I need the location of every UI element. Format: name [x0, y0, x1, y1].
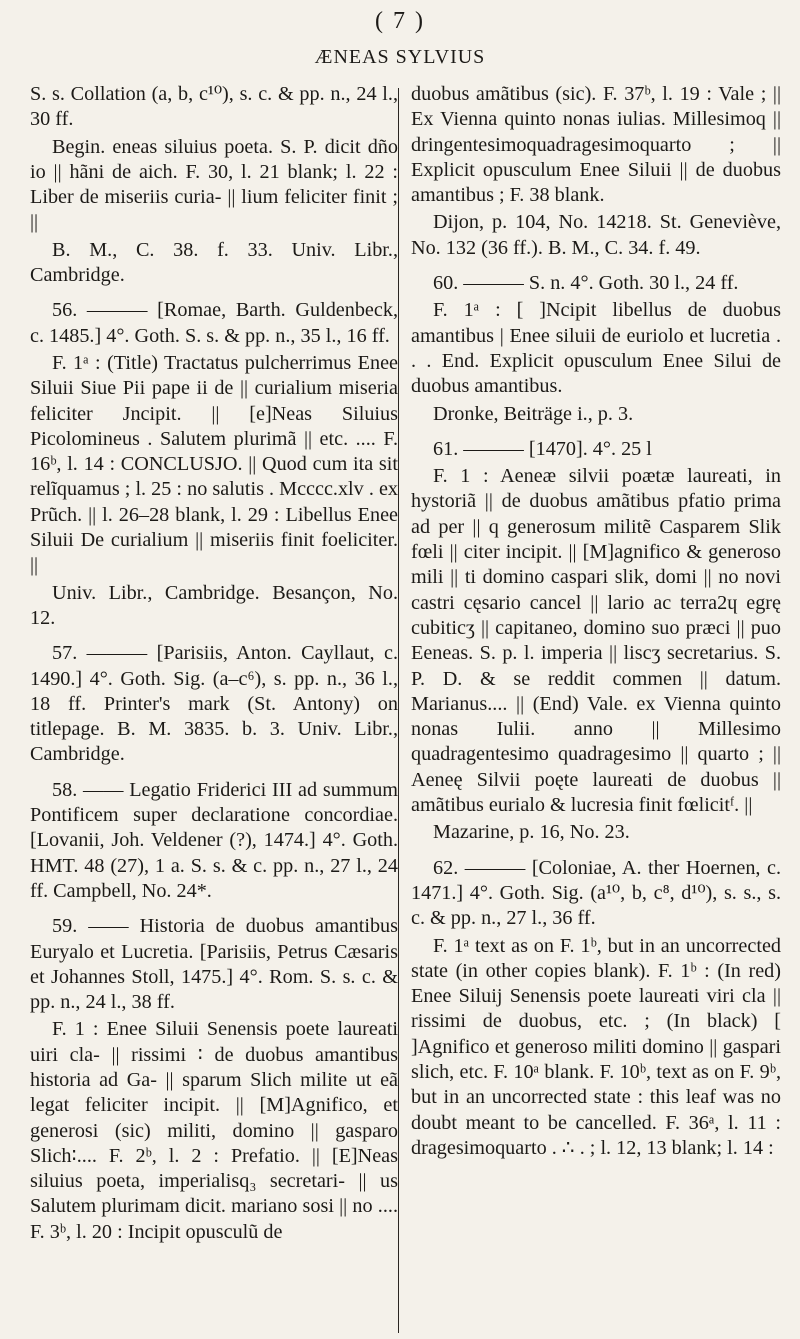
entry-61: 61. ——— [1470]. 4°. 25 l	[433, 437, 652, 460]
paragraph-collation: S. s. Collation (a, b, c¹⁰), s. c. & pp. n., 24 l., 30 ff.	[30, 83, 398, 131]
entry-60-description: F. 1ᵃ : [ ]Ncipit libellus de duobus amantibus | Enee siluii de euriolo et lucretia . . . End. Explicit opusculum Enee Silui de duobus amantibus.	[411, 299, 781, 398]
entry-58: 58. —— Legatio Friderici III ad summum Pontificem super declaratione concordiae. [Lovanii, Joh. Veldener (?), 1474.] 4°. Goth. HMT. 48 (27), 1 a. S. s. & c. pp. n., 27 l., 24 ff. Campbell, No. 24*.	[30, 778, 398, 902]
entry-56-description: F. 1ᵃ : (Title) Tractatus pulcherrimus Enee Siluii Siue Pii pape ii de || curialium miseria feliciter Jncipit. || [e]Neas Siluius Picolomineus . Salutem plurimã || etc. .... F. 16ᵇ, l. 14 : CONCLUSJO. || Quod cum ita sit relĩquamus ; l. 25 : no salutis . Mcccc.xlv . ex Prũch. || l. 26–28 blank, l. 29 : Libellus Enee Siluii De curialium || miseriis finit foeliciter. ||	[30, 351, 398, 577]
page-number: ( 7 )	[375, 8, 425, 34]
entry-59-continued: duobus amãtibus (sic). F. 37ᵇ, l. 19 : Vale ; || Ex Vienna quinto nonas iulias. Millesimoq || dringentesimoquadragesimoquarto ; || Explicit opusculum Enee Siluii || de duobus amantibus ; F. 38 blank.	[411, 83, 781, 207]
entry-60: 60. ——— S. n. 4°. Goth. 30 l., 24 ff.	[433, 272, 739, 295]
entry-56-location: Univ. Libr., Cambridge. Besançon, No. 12.	[30, 581, 398, 629]
column-divider	[398, 88, 399, 1333]
entry-62: 62. ——— [Coloniae, A. ther Hoernen, c. 1471.] 4°. Goth. Sig. (a¹⁰, b, c⁸, d¹⁰), s. s., s. c. & pp. n., 27 l., 36 ff.	[411, 856, 781, 930]
entry-56: 56. ——— [Romae, Barth. Guldenbeck, c. 1485.] 4°. Goth. S. s. & pp. n., 35 l., 16 ff.	[30, 299, 398, 347]
right-column	[411, 82, 781, 1163]
paragraph-location: B. M., C. 38. f. 33. Univ. Libr., Cambridge.	[30, 238, 398, 287]
entry-59-description: F. 1 : Enee Siluii Senensis poete laureati uiri cla- || rissimi ∶ de duobus amantibus historia ad Ga- || sparum Slich milite ut eã legat feliciter incipit. || [M]Agnifico, et generosi (sic) militi, domino || gasparo Slich∶.... F. 2ᵇ, l. 2 : Prefatio. || [E]Neas siluius poeta, imperialisq₃ secretari- || us Salutem plurimam dicit. mariano sosi || no .... F. 3ᵇ, l. 20 : Incipit opusculũ de	[30, 1018, 398, 1243]
paragraph-begin: Begin. eneas siluius poeta. S. P. dicit dño io || hãni de aich. F. 30, l. 21 blank; l. 22 : Liber de miseriis curia- || lium feliciter finit ; ||	[30, 135, 398, 234]
left-column	[30, 82, 398, 1247]
entry-61-location: Mazarine, p. 16, No. 23.	[433, 821, 630, 844]
running-head: ÆNEAS SYLVIUS	[314, 46, 486, 68]
entry-59-location: Dijon, p. 104, No. 14218. St. Geneviève, No. 132 (36 ff.). B. M., C. 34. f. 49.	[411, 211, 781, 259]
entry-57: 57. ——— [Parisiis, Anton. Cayllaut, c. 1490.] 4°. Goth. Sig. (a–c⁶), s. pp. n., 36 l., 18 ff. Printer's mark (St. Antony) on titlepage. B. M. 3835. b. 3. Univ. Libr., Cambridge.	[30, 642, 398, 766]
entry-62-description: F. 1ᵃ text as on F. 1ᵇ, but in an uncorrected state (in other copies blank). F. 1ᵇ : (In red) Enee Siluij Senensis poete laureati viri cla || rissimi de duobus, etc. ; (In black) [ ]Agnifico et generoso militi domino || gaspari slich, etc. F. 10ᵃ blank. F. 10ᵇ, text as on F. 9ᵇ, but in an uncorrected state : this leaf was no doubt meant to be cancelled. F. 36ᵃ, l. 11 : dragesimoquarto . ∴ . ; l. 12, 13 blank; l. 14 :	[411, 934, 781, 1159]
entry-59: 59. —— Historia de duobus amantibus Euryalo et Lucretia. [Parisiis, Petrus Cæsaris et Johannes Stoll, 1475.] 4°. Rom. S. s. c. & pp. n., 24 l., 38 ff.	[30, 915, 398, 1014]
entry-61-description: F. 1 : Aeneæ silvii poætæ laureati, in hystoriã || de duobus amãtibus pfatio prima ad per || q generosum militẽ Casparem Slik fœli || citer incipit. || [M]agnifico & generoso mili || ti domino caspari slik, domi || no novi castri cęsario cancel || lario ac terra2ɥ egrę cubiticʒ || capitaneo, domino suo præci || puo Eeneas. S. p. l. imperia || liscʒ secretarius. S. P. D. & se reddit commen || datum. Marianus.... || (End) Vale. ex Vienna quinto nonas Iulii. anno || Millesimo quadragentesimo quadragesimo || quarto ; || Aeneę Silvii poęte laureati de duobus || amãtibus eurialo & lucresia finit fœlicitᶠ. ||	[411, 465, 781, 817]
entry-60-reference: Dronke, Beiträge i., p. 3.	[433, 402, 634, 425]
